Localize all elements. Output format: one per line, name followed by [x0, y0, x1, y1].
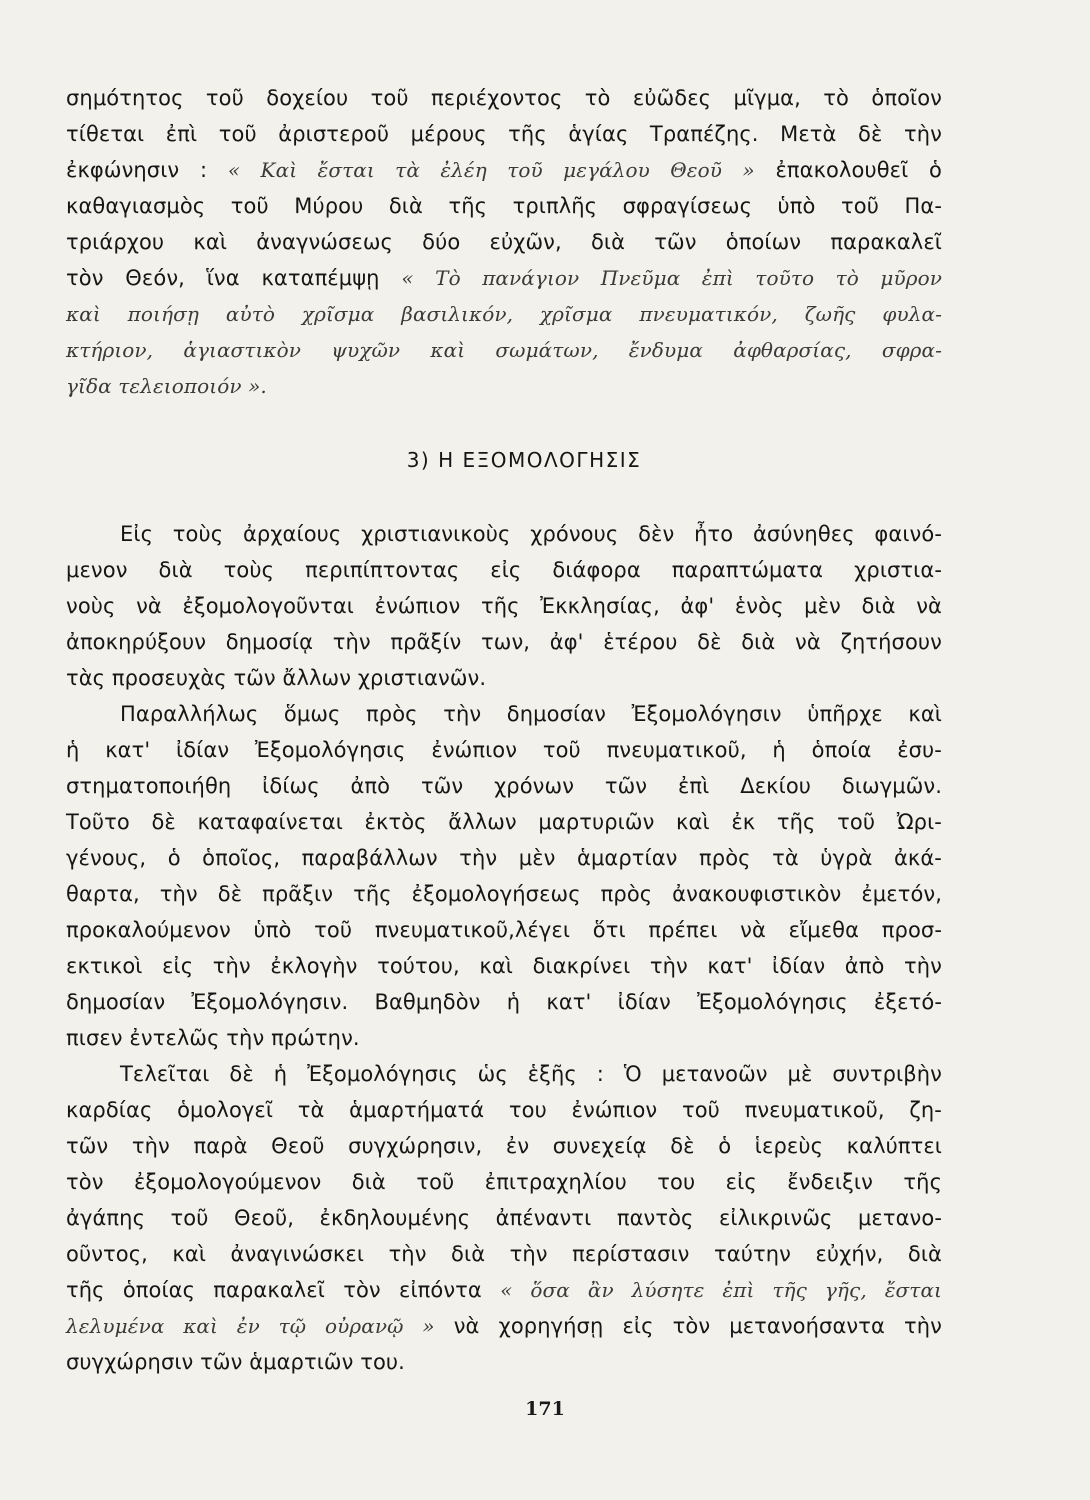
italic-line — [66, 368, 942, 404]
text-line: τῶν τὴν παρὰ Θεοῦ συγχώρησιν, ἐν συνεχείᾳ δὲ ὁ ἱερεὺς καλύπτει — [66, 1134, 942, 1158]
text-run: τῆς ὁποίας παρακαλεῖ τὸν εἰπόντα — [66, 1278, 501, 1302]
text-line: ἡ κατ' ἰδίαν Ἐξομολόγησις ἐνώπιον τοῦ πνευματικοῦ, ἡ ὁποία ἐσυ- — [66, 738, 942, 762]
text-line — [66, 260, 942, 296]
text-line: οῦντος, καὶ ἀναγινώσκει τὴν διὰ τὴν περίστασιν ταύτην εὐχήν, διὰ — [66, 1242, 942, 1266]
italic-line — [66, 332, 942, 368]
italic-quote: λελυμένα καὶ ἐν τῷ οὐρανῷ » — [66, 1314, 435, 1338]
text-line: γένους, ὁ ὁποῖος, παραβάλλων τὴν μὲν ἁμαρτίαν πρὸς τὰ ὑγρὰ ἀκά- — [66, 846, 942, 870]
text-line: στηματοποιήθη ἰδίως ἀπὸ τῶν χρόνων τῶν ἐπὶ Δεκίου διωγμῶν. — [66, 774, 942, 798]
text-line: θαρτα, τὴν δὲ πρᾶξιν τῆς ἐξομολογήσεως πρὸς ἀνακουφιστικὸν ἐμετόν, — [66, 882, 942, 906]
text-line: σημότητος τοῦ δοχείου τοῦ περιέχοντος τὸ εὐῶδες μῖγμα, τὸ ὁποῖον — [66, 86, 942, 110]
text-line — [66, 1308, 942, 1344]
text-line — [66, 152, 942, 188]
page-body — [66, 80, 942, 1380]
text-line: δημοσίαν Ἐξομολόγησιν. Βαθμηδὸν ἡ κατ' ἰδίαν Ἐξομολόγησις ἐξετό- — [66, 990, 942, 1014]
text-line: καρδίας ὁμολογεῖ τὰ ἁμαρτήματά του ἐνώπιον τοῦ πνευματικοῦ, ζη- — [66, 1098, 942, 1122]
italic-quote: γῖδα τελειοποιόν ». — [66, 374, 267, 398]
text-line: τριάρχου καὶ ἀναγνώσεως δύο εὐχῶν, διὰ τῶν ὁποίων παρακαλεῖ — [66, 230, 942, 254]
text-line: καθαγιασμὸς τοῦ Μύρου διὰ τῆς τριπλῆς σφραγίσεως ὑπὸ τοῦ Πα- — [66, 194, 942, 218]
text-run: ἐπακολουθεῖ ὁ — [754, 158, 942, 182]
italic-quote: « Καὶ ἔσται τὰ ἐλέη τοῦ μεγάλου Θεοῦ » — [227, 158, 755, 182]
italic-quote: « ὅσα ἂν λύσητε ἐπὶ τῆς γῆς, ἔσται — [500, 1278, 943, 1302]
italic-quote: « Τὸ πανάγιον Πνεῦμα ἐπὶ τοῦτο τὸ μῦρον — [401, 266, 942, 290]
text-line: Παραλλήλως ὅμως πρὸς τὴν δημοσίαν Ἐξομολόγησιν ὑπῆρχε καὶ — [120, 702, 942, 726]
text-line: ἀγάπης τοῦ Θεοῦ, ἐκδηλουμένης ἀπέναντι παντὸς εἰλικρινῶς μετανο- — [66, 1206, 942, 1230]
text-line: τὰς προσευχὰς τῶν ἄλλων χριστιανῶν. — [66, 666, 487, 690]
text-line: ἀποκηρύξουν δημοσίᾳ τὴν πρᾶξίν των, ἀφ' ἑτέρου δὲ διὰ νὰ ζητήσουν — [66, 630, 942, 654]
text-line: μενον διὰ τοὺς περιπίπτοντας εἰς διάφορα παραπτώματα χριστια- — [66, 558, 942, 582]
text-line: νοὺς νὰ ἐξομολογοῦνται ἐνώπιον τῆς Ἐκκλησίας, ἀφ' ἑνὸς μὲν διὰ νὰ — [66, 594, 942, 618]
section-heading: 3) Η ΕΞΟΜΟΛΟΓΗΣΙΣ — [406, 448, 642, 472]
italic-quote: καὶ ποιήσῃ αὐτὸ χρῖσμα βασιλικόν, χρῖσμα πνευματικόν, ζωῆς φυλα- — [66, 302, 942, 326]
text-run: νὰ χορηγήσῃ εἰς τὸν μετανοήσαντα τὴν — [434, 1314, 942, 1338]
text-run: ἐκφώνησιν : — [66, 158, 228, 182]
italic-quote: κτήριον, ἁγιαστικὸν ψυχῶν καὶ σωμάτων, ἔνδυμα ἀφθαρσίας, σφρα- — [66, 338, 942, 362]
text-line: Τελεῖται δὲ ἡ Ἐξομολόγησις ὡς ἑξῆς : Ὁ μετανοῶν μὲ συντριβὴν — [120, 1062, 942, 1086]
text-line: τὸν ἐξομολογούμενον διὰ τοῦ ἐπιτραχηλίου του εἰς ἔνδειξιν τῆς — [66, 1170, 942, 1194]
text-run: τὸν Θεόν, ἵνα καταπέμψῃ — [66, 266, 402, 290]
text-line: τίθεται ἐπὶ τοῦ ἀριστεροῦ μέρους τῆς ἁγίας Τραπέζης. Μετὰ δὲ τὴν — [66, 122, 942, 146]
italic-line — [66, 296, 942, 332]
text-line — [66, 1272, 942, 1308]
text-line: Τοῦτο δὲ καταφαίνεται ἐκτὸς ἄλλων μαρτυριῶν καὶ ἐκ τῆς τοῦ Ὠρι- — [66, 810, 942, 834]
text-line: πισεν ἐντελῶς τὴν πρώτην. — [66, 1026, 360, 1050]
text-line: συγχώρησιν τῶν ἁμαρτιῶν του. — [66, 1350, 405, 1374]
text-line: Εἰς τοὺς ἀρχαίους χριστιανικοὺς χρόνους δὲν ἦτο ἀσύνηθες φαινό- — [120, 522, 942, 546]
text-line: προκαλούμενον ὑπὸ τοῦ πνευματικοῦ,λέγει ὅτι πρέπει νὰ εἴμεθα προσ- — [66, 918, 942, 942]
text-line: εκτικοὶ εἰς τὴν ἐκλογὴν τούτου, καὶ διακρίνει τὴν κατ' ἰδίαν ἀπὸ τὴν — [66, 954, 942, 978]
page-number: 171 — [525, 1398, 565, 1420]
